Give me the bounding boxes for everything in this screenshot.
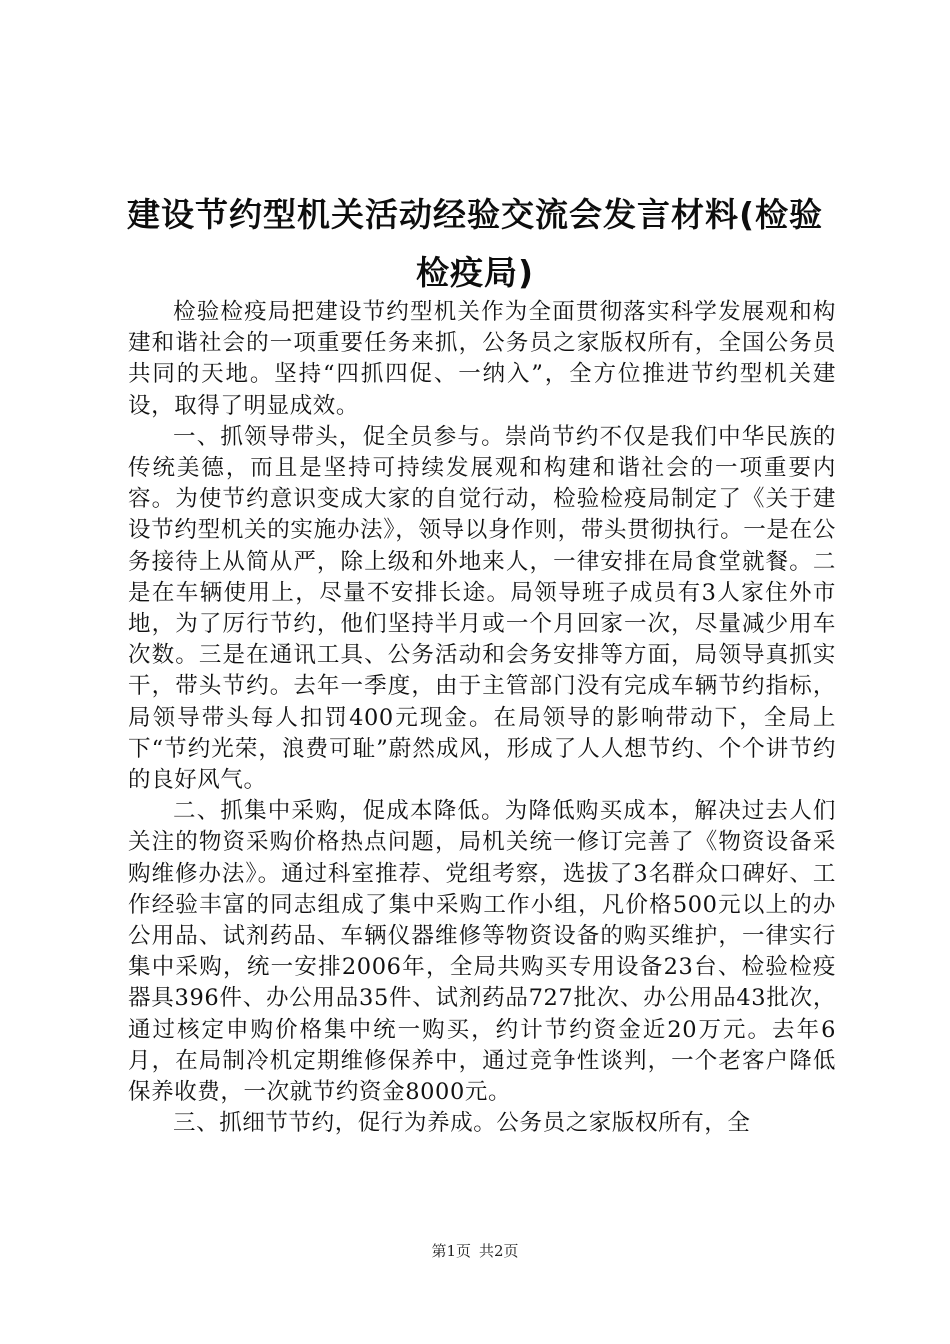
paragraph-intro: 检验检疫局把建设节约型机关作为全面贯彻落实科学发展观和构建和谐社会的一项重要任务来抓，公务员之家版权所有，全国公务员共同的天地。坚持“四抓四促、一纳入”，全方位推进节约型机关建设，取得了明显成效。: [128, 299, 836, 419]
paragraph-section-2: 二、抓集中采购，促成本降低。为降低购买成本，解决过去人们关注的物资采购价格热点问题，局机关统一修订完善了《物资设备采购维修办法》。通过科室推荐、党组考察，选拔了3名群众口碑好、工作经验丰富的同志组成了集中采购工作小组，凡价格500元以上的办公用品、试剂药品、车辆仪器维修等物资设备的购买维护，一律实行集中采购，统一安排2006年，全局共购买专用设备23台、检验检疫器具396件、办公用品35件、试剂药品727批次、办公用品43批次，通过核定申购价格集中统一购买，约计节约资金近20万元。去年6月，在局制冷机定期维修保养中，通过竞争性谈判，一个老客户降低保养收费，一次就节约资金8000元。: [128, 798, 836, 1106]
page-footer: [0, 1241, 950, 1261]
page-number: 第1页: [431, 1242, 471, 1260]
document-title: 建设节约型机关活动经验交流会发言材料(检验检疫局): [126, 195, 824, 292]
document-body: [128, 297, 836, 1139]
paragraph-section-1: 一、抓领导带头，促全员参与。崇尚节约不仅是我们中华民族的传统美德，而且是坚持可持续发展观和构建和谐社会的一项重要内容。为使节约意识变成大家的自觉行动，检验检疫局制定了《关于建设节约型机关的实施办法》，领导以身作则，带头贯彻执行。一是在公务接待上从简从严，除上级和外地来人，一律安排在局食堂就餐。二是在车辆使用上，尽量不安排长途。局领导班子成员有3人家住外市地，为了厉行节约，他们坚持半月或一个月回家一次，尽量减少用车次数。三是在通讯工具、公务活动和会务安排等方面，局领导真抓实干，带头节约。去年一季度，由于主管部门没有完成车辆节约指标，局领导带头每人扣罚400元现金。在局领导的影响带动下，全局上下“节约光荣，浪费可耻”蔚然成风，形成了人人想节约、个个讲节约的良好风气。: [128, 423, 836, 794]
paragraph-section-3: 三、抓细节节约，促行为养成。公务员之家版权所有，全: [173, 1110, 751, 1137]
page-total: 共2页: [479, 1242, 519, 1260]
